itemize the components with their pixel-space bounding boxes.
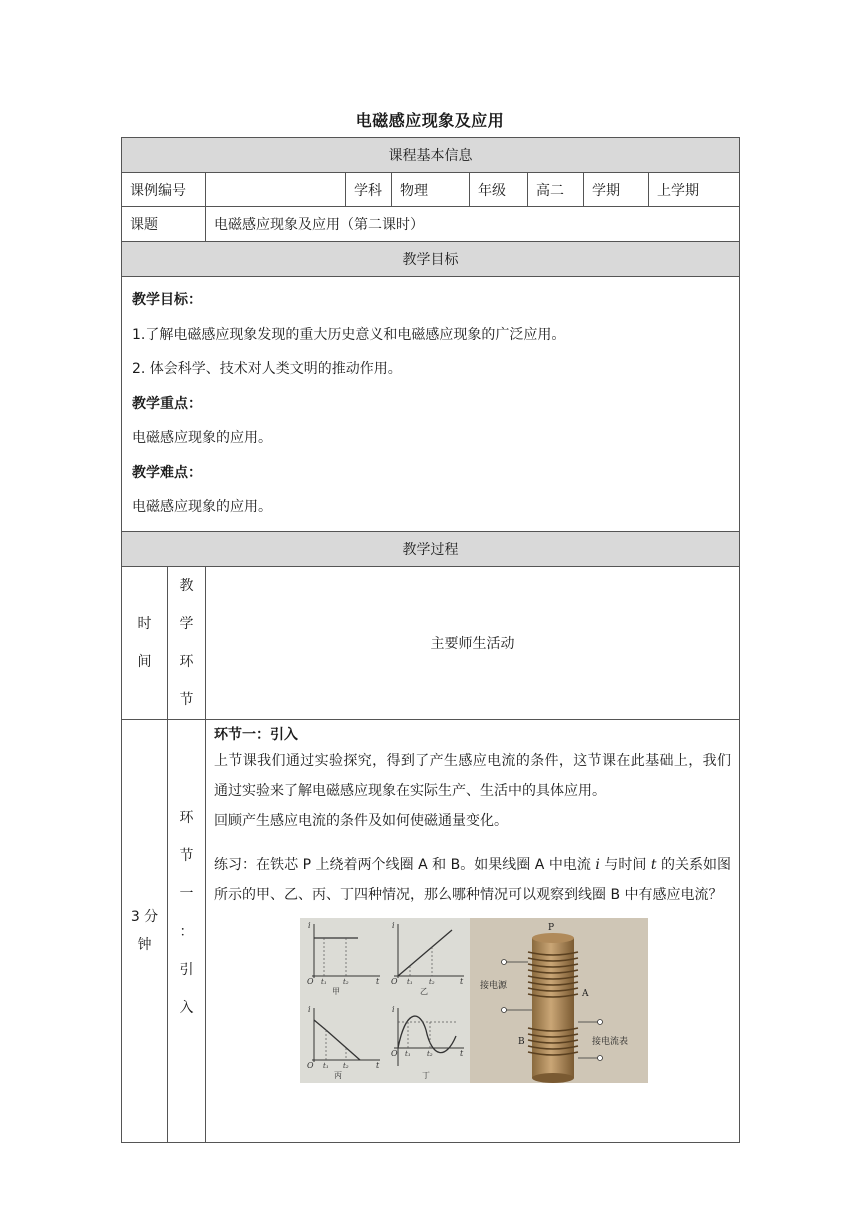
graph-yi bbox=[391, 921, 464, 996]
exercise-paragraph bbox=[214, 850, 731, 910]
t1-label: t₁ bbox=[405, 1049, 411, 1058]
time-header bbox=[122, 566, 168, 719]
exercise-text: 练习：在铁芯 P 上绕着两个线圈 A 和 B。如果线圈 A 中电流 bbox=[214, 856, 596, 873]
difficulty-heading: 教学难点： bbox=[132, 464, 202, 481]
origin-label: O bbox=[307, 1060, 314, 1070]
axis-t-label: t bbox=[460, 976, 464, 986]
origin-label: O bbox=[391, 976, 398, 986]
topic-row bbox=[122, 207, 740, 242]
t2-label: t₂ bbox=[343, 977, 349, 986]
case-no-value bbox=[206, 173, 346, 207]
stage-header-char: 教 bbox=[179, 577, 194, 594]
review-paragraph: 回顾产生感应电流的条件及如何使磁通量变化。 bbox=[214, 812, 508, 829]
graph-label: 乙 bbox=[420, 986, 428, 996]
key-point-text: 电磁感应现象的应用。 bbox=[132, 430, 272, 446]
axis-i-label: i bbox=[392, 1004, 395, 1014]
iron-core bbox=[532, 938, 574, 1078]
stage-char: 节 bbox=[179, 847, 194, 864]
t1-label: t₁ bbox=[321, 977, 327, 986]
axis-i-label: i bbox=[308, 920, 311, 930]
stage-header-char: 节 bbox=[179, 691, 194, 708]
coil-p-label: P bbox=[548, 922, 555, 933]
t2-label: t₂ bbox=[343, 1061, 349, 1070]
topic-value: 电磁感应现象及应用（第二课时） bbox=[206, 207, 740, 242]
goal-2: 2. 体会科学、技术对人类文明的推动作用。 bbox=[132, 361, 402, 377]
axis-i-label: i bbox=[392, 920, 395, 930]
term-value: 上学期 bbox=[649, 173, 740, 207]
graph-label: 甲 bbox=[332, 986, 340, 996]
info-row bbox=[122, 173, 740, 207]
key-point-heading: 教学重点： bbox=[132, 395, 202, 412]
stage-char: 引 bbox=[179, 961, 194, 978]
process-header-row bbox=[122, 566, 740, 719]
goal-1: 1.了解电磁感应现象发现的重大历史意义和电磁感应现象的广泛应用。 bbox=[132, 326, 566, 343]
time-cell bbox=[122, 719, 168, 1142]
activity-header: 主要师生活动 bbox=[206, 566, 740, 719]
exercise-text: 与时间 bbox=[599, 856, 651, 873]
difficulty-text: 电磁感应现象的应用。 bbox=[132, 499, 272, 515]
topic-label: 课题 bbox=[122, 207, 206, 242]
time-value: 3 分钟 bbox=[130, 908, 159, 953]
axis-t-label: t bbox=[376, 1060, 380, 1070]
grade-label: 年级 bbox=[470, 173, 528, 207]
goals-row bbox=[122, 277, 740, 532]
exercise-text: 的关系如图所示的甲、乙、丙、丁四种情况，那么哪种情况可以观察到线圈 B 中有感应电流？ bbox=[214, 856, 732, 903]
page-title: 电磁感应现象及应用 bbox=[355, 111, 505, 130]
time-header-char: 间 bbox=[137, 653, 152, 670]
intro-paragraph: 上节课我们通过实验探究，得到了产生感应电流的条件，这节课在此基础上，我们通过实验来了解电磁感应现象在实际生产、生活中的具体应用。 bbox=[214, 752, 732, 799]
subject-value: 物理 bbox=[392, 173, 470, 207]
process-row bbox=[122, 719, 740, 1142]
stage-char: 环 bbox=[179, 809, 194, 826]
graph-ding bbox=[391, 1005, 464, 1080]
graph-label: 丙 bbox=[334, 1070, 342, 1080]
axis-t-label: t bbox=[460, 1048, 464, 1058]
section-goals bbox=[122, 242, 740, 277]
stage-char: 一 bbox=[179, 885, 194, 902]
section-basic-info-title: 课程基本信息 bbox=[122, 138, 740, 173]
spacer bbox=[214, 836, 731, 850]
case-no-label: 课例编号 bbox=[122, 173, 206, 207]
stage-char: 入 bbox=[179, 999, 194, 1016]
coil-b-label: B bbox=[518, 1036, 525, 1047]
lesson-plan-table bbox=[121, 137, 740, 1143]
time-header-char: 时 bbox=[137, 615, 152, 632]
origin-label: O bbox=[391, 1048, 398, 1058]
section-goals-title: 教学目标 bbox=[122, 242, 740, 277]
symbol-t: t bbox=[650, 856, 657, 873]
t2-label: t₂ bbox=[427, 1049, 433, 1058]
meter-label: 接电流表 bbox=[592, 1036, 629, 1047]
coil-diagram-image bbox=[470, 918, 648, 1083]
current-graphs-image bbox=[300, 918, 470, 1083]
coil-a-label: A bbox=[582, 988, 589, 999]
activity-cell bbox=[206, 719, 740, 1142]
stage-header bbox=[168, 566, 206, 719]
graph-jia bbox=[307, 921, 380, 996]
t1-label: t₁ bbox=[407, 977, 413, 986]
stage-header-char: 学 bbox=[179, 615, 194, 632]
grade-value: 高二 bbox=[528, 173, 584, 207]
origin-label: O bbox=[307, 976, 314, 986]
t1-label: t₁ bbox=[323, 1061, 329, 1070]
exercise-figure bbox=[300, 918, 648, 1083]
section-basic-info bbox=[122, 138, 740, 173]
stage-heading: 环节一：引入 bbox=[214, 726, 298, 743]
goal-heading: 教学目标： bbox=[132, 292, 202, 308]
axis-t-label: t bbox=[376, 976, 380, 986]
graph-bing bbox=[307, 1005, 380, 1080]
section-process-title: 教学过程 bbox=[122, 531, 740, 566]
power-label: 接电源 bbox=[480, 980, 508, 991]
section-process bbox=[122, 531, 740, 566]
term-label: 学期 bbox=[584, 173, 649, 207]
subject-label: 学科 bbox=[346, 173, 392, 207]
stage-char: ： bbox=[179, 923, 194, 940]
graph-label: 丁 bbox=[422, 1070, 430, 1080]
stage-cell bbox=[168, 719, 206, 1142]
symbol-i: i bbox=[595, 856, 600, 873]
t2-label: t₂ bbox=[429, 977, 435, 986]
stage-header-char: 环 bbox=[179, 653, 194, 670]
goals-cell bbox=[122, 277, 740, 532]
axis-i-label: i bbox=[308, 1004, 311, 1014]
